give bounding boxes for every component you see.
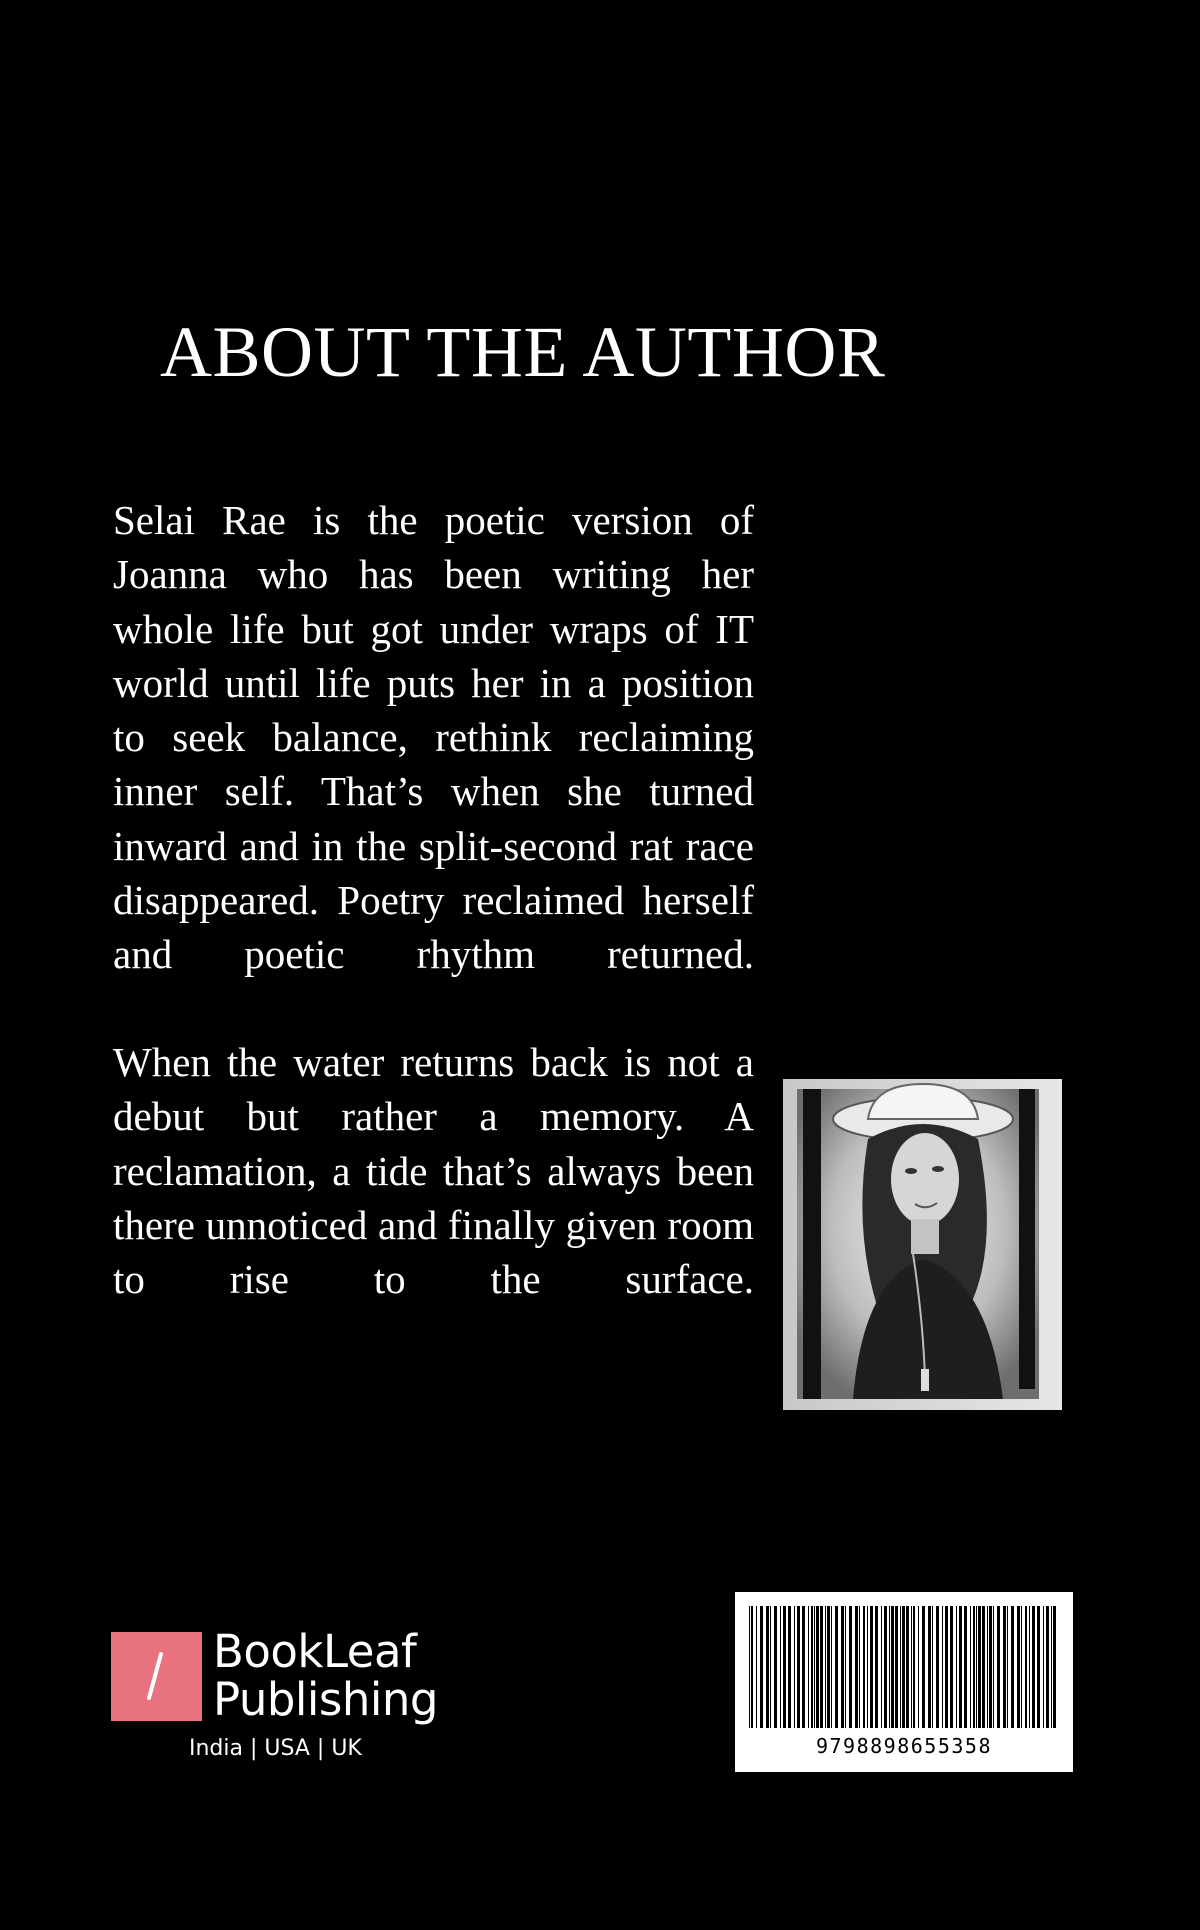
barcode-bar: [831, 1606, 832, 1728]
barcode-bar: [1037, 1606, 1040, 1728]
barcode-bar: [906, 1606, 909, 1728]
isbn-number: 9798898655358: [815, 1734, 993, 1758]
barcode-bar: [895, 1606, 898, 1728]
barcode-bar: [973, 1606, 975, 1728]
barcode-bar: [945, 1606, 948, 1728]
barcode-bar: [1003, 1606, 1006, 1728]
page-title: ABOUT THE AUTHOR: [160, 312, 886, 392]
barcode-bar: [814, 1606, 815, 1728]
barcode-bar: [788, 1606, 791, 1728]
barcode-bar: [1046, 1606, 1049, 1728]
barcode-bar: [1043, 1606, 1044, 1728]
barcode-bar: [987, 1606, 988, 1728]
barcode-bar: [1025, 1606, 1027, 1728]
barcode-bar: [749, 1606, 750, 1728]
barcode-bar: [855, 1606, 858, 1728]
barcode-bar: [950, 1606, 953, 1728]
isbn-barcode: [735, 1592, 1073, 1772]
publisher-name-line-1: BookLeaf: [213, 1625, 417, 1678]
barcode-bar: [825, 1606, 826, 1728]
barcode-bar: [863, 1606, 865, 1728]
barcode-bar: [889, 1606, 890, 1728]
publisher-name-line-2: Publishing: [213, 1673, 438, 1726]
barcode-bar: [936, 1606, 939, 1728]
publisher-logo: [111, 1625, 491, 1768]
barcode-bar: [756, 1606, 757, 1728]
barcode-bar: [891, 1606, 894, 1728]
publisher-logo-mark: [111, 1632, 202, 1721]
barcode-bar: [760, 1606, 763, 1728]
barcode-bar: [982, 1606, 985, 1728]
barcode-bar: [959, 1606, 962, 1728]
barcode-bar: [902, 1606, 905, 1728]
barcode-bar: [1029, 1606, 1030, 1728]
barcode-bar: [1021, 1606, 1022, 1728]
barcode-bar: [780, 1606, 781, 1728]
barcode-bar: [751, 1606, 753, 1728]
barcode-bar: [875, 1606, 878, 1728]
publisher-regions: India | USA | UK: [189, 1736, 362, 1761]
barcode-bar: [997, 1606, 1000, 1728]
barcode-bar: [867, 1606, 868, 1728]
barcode-bar: [970, 1606, 971, 1728]
barcode-bar: [1051, 1606, 1052, 1728]
barcode-bar: [884, 1606, 887, 1728]
barcode-bar: [849, 1606, 852, 1728]
barcode-bar: [808, 1606, 809, 1728]
barcode-bar: [913, 1606, 915, 1728]
barcode-bar: [766, 1606, 769, 1728]
barcode-bar: [932, 1606, 933, 1728]
barcode-bar: [1032, 1606, 1035, 1728]
barcode-bar: [820, 1606, 823, 1728]
barcode-bar: [1053, 1606, 1056, 1728]
barcode-bar: [816, 1606, 819, 1728]
barcode-bar: [794, 1606, 795, 1728]
barcode-bar: [918, 1606, 919, 1728]
barcode-bar: [841, 1606, 844, 1728]
book-description-paragraph: When the water returns back is not a debut but rather a memory. A reclamation, a tide that’s always been there unnoticed and finally given room to rise to the surface.: [113, 1039, 754, 1303]
barcode-bar: [1011, 1606, 1014, 1728]
barcode-bar: [978, 1606, 981, 1728]
barcode-bar: [989, 1606, 992, 1728]
barcode-bar: [770, 1606, 771, 1728]
barcode-bar: [900, 1606, 901, 1728]
barcode-bar: [811, 1606, 813, 1728]
author-photo: [783, 1079, 1062, 1410]
barcode-bar: [845, 1606, 846, 1728]
barcode-bar: [797, 1606, 800, 1728]
barcode-bar: [956, 1606, 957, 1728]
barcode-bar: [1007, 1606, 1008, 1728]
barcode-bar: [835, 1606, 838, 1728]
author-bio-paragraph: Selai Rae is the poetic version of Joanna who has been writing her whole life but got under wraps of IT world until life puts her in a position to seek balance, rethink reclaiming inner self. That’s when she turned inward and in the split-second rat race disappeared. Poetry reclaimed herself and poetic rhythm returned.: [113, 497, 754, 978]
barcode-bar: [922, 1606, 925, 1728]
barcode-bar: [1017, 1606, 1020, 1728]
barcode-bar: [859, 1606, 860, 1728]
barcode-bar: [976, 1606, 977, 1728]
barcode-bar: [870, 1606, 873, 1728]
barcode-bar: [911, 1606, 912, 1728]
barcode-bar: [964, 1606, 967, 1728]
barcode-bar: [993, 1606, 994, 1728]
barcode-bar: [774, 1606, 777, 1728]
barcode-bar: [802, 1606, 805, 1728]
barcode-bar: [942, 1606, 943, 1728]
barcode-bar: [928, 1606, 931, 1728]
barcode-bar: [783, 1606, 786, 1728]
barcode-bar: [827, 1606, 830, 1728]
barcode-bar: [881, 1606, 882, 1728]
